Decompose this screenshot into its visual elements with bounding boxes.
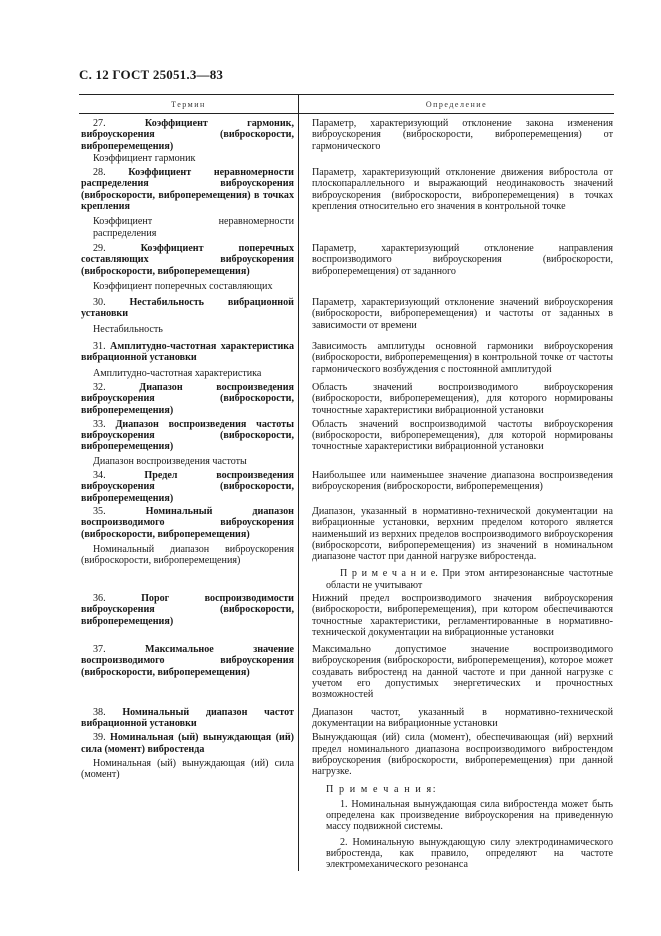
definition-text: Параметр, характеризующий отклонение движения вибростола от плоскопараллельного и выражающий неодинаковость значений виброускорения (виброскорости, виброперемещения) в точках крепления относительно его значения в контрольной точке: [312, 167, 613, 213]
term-cell: [79, 341, 298, 379]
definition-text: Параметр, характеризующий отклонение закона изменения виброускорения (виброскорости, виброперемещения) от гармонического: [312, 118, 613, 152]
term-synonym: Диапазон воспроизведения частоты: [93, 455, 247, 467]
term-number: 29.: [93, 242, 106, 254]
term-synonym: Амплитудно-частотная характеристика: [93, 367, 262, 379]
term-synonym: Коэффициент гармоник: [93, 152, 196, 164]
term-number: 30.: [93, 297, 106, 309]
definition-cell: [298, 118, 614, 152]
term-cell: [79, 118, 298, 152]
term-name: Нестабильность вибрационной установки: [81, 297, 294, 320]
definition-text: Диапазон, указанный в нормативно-технической документации на вибрационные установки, верхним пределом которого является наименьший из верхних пределов воспроизводимого виброускорения (виброскорсоти, виброперемещения) из значений в номинальном диапазоне частот при данной нагрузке вибростенда.: [312, 505, 613, 563]
term-name: Номинальная (ый) вынуждающая (ий) сила (момент) вибростенда: [81, 732, 294, 755]
term-cell: [79, 243, 298, 292]
definition-cell: [298, 297, 614, 335]
table-row: [79, 732, 614, 870]
table-row: [79, 167, 614, 239]
term-cell: [79, 593, 298, 638]
table-row: [79, 506, 614, 591]
term-name: Коэффициент неравномерности распределения виброускорения (виброскорости, виброперемещения) в точках крепления: [81, 167, 294, 213]
term-cell: [79, 419, 298, 467]
term-name: Диапазон воспроизведения частоты виброускорения (виброскорости, виброперемещения): [81, 418, 294, 453]
table-header: [79, 94, 614, 114]
definition-cell: [298, 243, 614, 292]
definition-text: Наибольшее или наименьшее значение диапазона воспроизведения виброускорения (виброскорости, виброперемещения): [312, 470, 613, 493]
definition-note: 1. Номинальная вынуждающая сила вибростенда может быть определена как произведение виброускорения на приведенную массу подвижной системы.: [326, 798, 613, 833]
table-row: [79, 593, 614, 638]
definition-text: Максимально допустимое значение воспроизводимого виброускорения (виброскорости, виброперемещения), которое может создавать вибростенд на данной частоте и при данной нагрузке с учетом его допустимых энергетических и прочностных возможностей: [312, 644, 613, 701]
definition-cell: [298, 167, 614, 239]
column-header-term: Термин: [79, 95, 299, 113]
definition-text: Область значений воспроизводимой частоты виброускорения (виброскорости, виброперемещения), для которой нормированы точностные характеристики вибрационной установки: [312, 418, 613, 453]
term-name: Предел воспроизведения виброускорения (виброскорости, виброперемещения): [81, 470, 294, 504]
definition-cell: [298, 506, 614, 591]
definition-cell: [298, 732, 614, 870]
definition-cell: [298, 593, 614, 638]
term-name: Коэффициент поперечных составляющих виброускорения (виброскорости, виброперемещения): [81, 242, 294, 277]
term-cell: [79, 732, 298, 870]
definition-text: Диапазон частот, указанный в нормативно-технической документации на вибрационные установки: [312, 706, 613, 729]
page-header: С. 12 ГОСТ 25051.3—83: [79, 67, 224, 82]
term-synonym: Коэффициент поперечных составляющих: [93, 280, 273, 292]
term-number: 27.: [93, 118, 106, 129]
term-number: 36.: [93, 592, 106, 604]
table-row: [79, 153, 614, 164]
term-name: Номинальный диапазон воспроизводимого виброускорения (виброскорости, виброперемещения): [81, 505, 294, 540]
definition-cell: [298, 707, 614, 730]
column-divider: [298, 112, 299, 871]
term-synonym: Номинальная (ый) вынуждающая (ий) сила (момент): [81, 757, 294, 781]
term-name: Коэффициент гармоник, виброускорения (виброскорости, виброперемещения): [81, 118, 294, 152]
table-row: [79, 419, 614, 467]
table-row: [79, 243, 614, 292]
definition-text: Зависимость амплитуды основной гармоники виброускорения (виброскорости, виброперемещения) в контрольной точке от частоты гармонического возбуждения с постоянной амплитудой: [312, 341, 613, 375]
term-cell: [79, 506, 298, 591]
term-number: 32.: [93, 381, 106, 393]
definition-note: 2. Номинальную вынуждающую силу электродинамического вибростенда, как правило, определяют на частоте электромеханического резонанса: [326, 836, 613, 871]
definition-text: Параметр, характеризующий отклонение значений виброускорения (виброскорости, виброперемещения) и частоты от заданных в зависимости от времени: [312, 297, 613, 331]
term-synonym: Коэффициент неравномерности распределения: [93, 216, 294, 239]
term-cell: [79, 297, 298, 335]
table-row: [79, 470, 614, 504]
term-cell: [79, 382, 298, 416]
table-row: [79, 341, 614, 379]
term-number: 35.: [93, 505, 106, 517]
definition-cell: [298, 644, 614, 700]
term-name: Амплитудно-частотная характеристика вибрационной установки: [81, 341, 294, 364]
definition-text: Область значений воспроизводимого виброускорения (виброскорости, виброперемещения), для которого нормированы точностные характеристики вибрационной установки: [312, 381, 613, 416]
terms-table: [79, 94, 614, 871]
definition-note: П р и м е ч а н и е. При этом антирезонансные частотные области не учитывают: [326, 568, 613, 591]
term-number: 39.: [93, 732, 106, 744]
term-number: 28.: [93, 167, 106, 179]
definition-cell: [298, 470, 614, 504]
term-number: 34.: [93, 470, 106, 482]
term-number: 38.: [93, 706, 106, 718]
term-cell: [79, 470, 298, 504]
term-number: 31.: [93, 341, 106, 353]
table-row: [79, 382, 614, 416]
term-name: Диапазон воспроизведения виброускорения (виброскорости, виброперемещения): [81, 381, 294, 416]
term-synonym: Нестабильность: [93, 323, 163, 335]
term-name: Порог воспроизводимости виброускорения (виброскорости, виброперемещения): [81, 592, 294, 627]
definition-cell: [298, 382, 614, 416]
term-name: Номинальный диапазон частот вибрационной установки: [81, 706, 294, 729]
table-row: [79, 644, 614, 700]
definition-text: Вынуждающая (ий) сила (момент), обеспечивающая (ий) верхний предел номинального диапазона воспроизводимого вибростендом виброускорения (виброскорости, виброперемещения) при данной нагрузке.: [312, 732, 613, 778]
term-cell: [79, 167, 298, 239]
definition-text: Нижний предел воспроизводимого значения виброускорения (виброскорости, виброперемещения), при котором обеспечиваются точностные характеристики, регламентированные в нормативно-технической документации на вибрационные установки: [312, 592, 613, 638]
table-row: [79, 118, 614, 152]
definition-text: Параметр, характеризующий отклонение направления воспроизводимого виброускорения (виброскорости, виброперемещения) от заданного: [312, 242, 613, 277]
definition-cell: [298, 341, 614, 379]
term-number: 37.: [93, 644, 106, 656]
notes-title: П р и м е ч а н и я:: [326, 784, 438, 796]
table-row: [79, 707, 614, 730]
term-cell: [79, 644, 298, 700]
table-row: [79, 297, 614, 335]
term-synonym: Номинальный диапазон виброускорения (виброскорости, виброперемещения): [81, 543, 294, 567]
term-name: Максимальное значение воспроизводимого виброускорения (виброскорости, виброперемещения): [81, 644, 294, 678]
term-cell: [79, 707, 298, 730]
definition-cell: [298, 419, 614, 467]
term-number: 33.: [93, 418, 106, 430]
column-header-definition: Определение: [425, 99, 488, 109]
